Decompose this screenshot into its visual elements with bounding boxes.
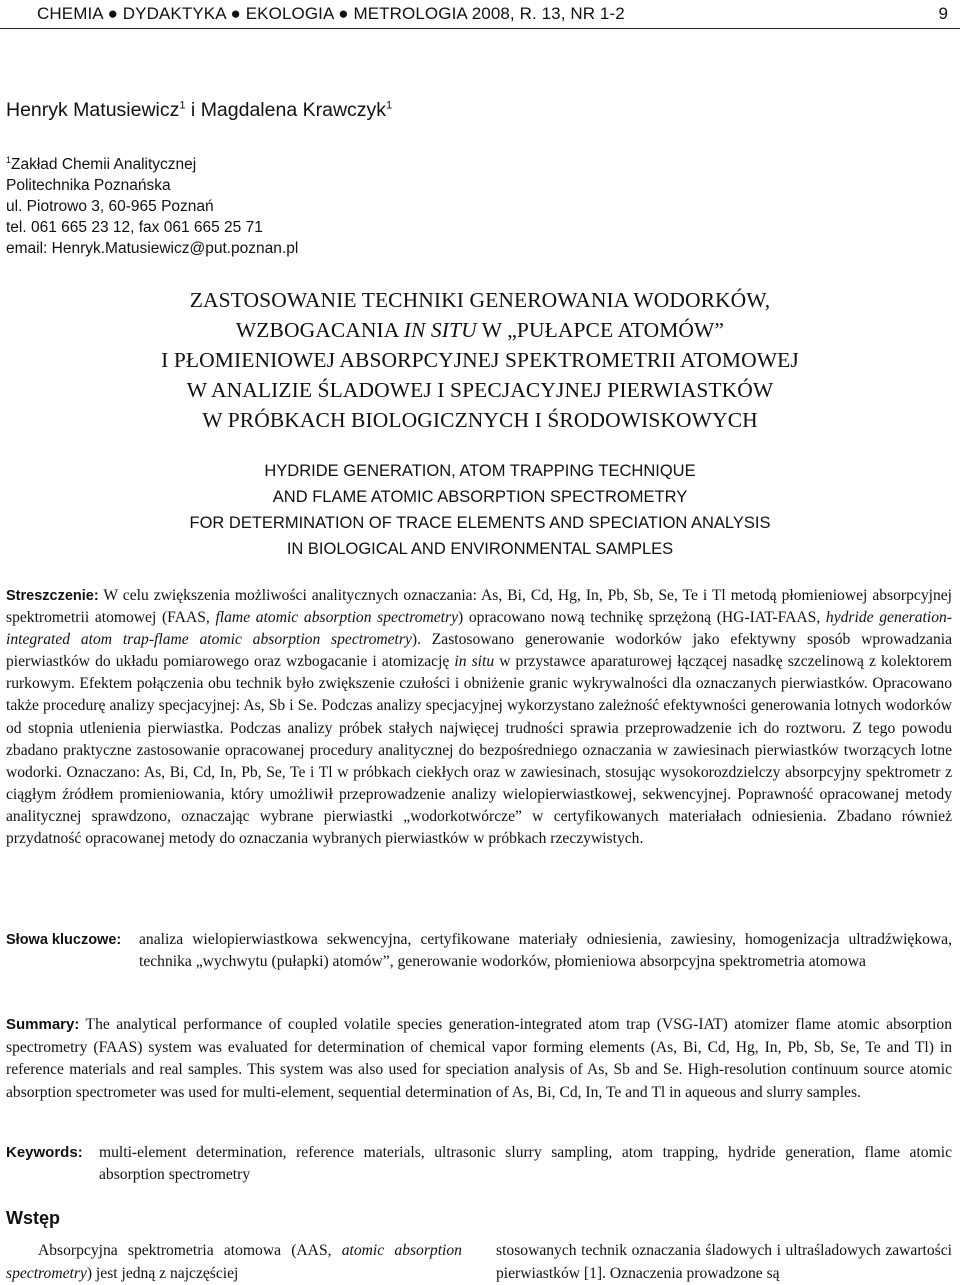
authors [6, 99, 392, 122]
title-english [0, 458, 960, 562]
keywords-text: multi-element determination, reference materials, ultrasonic slurry sampling, atom trapping, hydride generation, flame atomic absorption spectrometry [99, 1144, 952, 1184]
title-polish [0, 285, 960, 435]
affiliation-line: Zakład Chemii Analitycznej [11, 156, 197, 174]
body-column-left: Absorpcyjna spektrometria atomowa (AAS, atomic absorption spectrometry) jest jedną z najczęściej [6, 1242, 462, 1282]
affiliation-line: Politechnika Poznańska [6, 177, 171, 195]
title-italic: IN SITU [403, 318, 477, 342]
title-line: I PŁOMIENIOWEJ ABSORPCYJNEJ SPEKTROMETRII ATOMOWEJ [161, 348, 799, 372]
title-line: ZASTOSOWANIE TECHNIKI GENEROWANIA WODORKÓW, [189, 288, 771, 312]
abstract-english: Summary: The analytical performance of coupled volatile species generation-integrated atom trap (VSG-IAT) atomizer flame atomic absorption spectrometry (FAAS) system was evaluated for determination of chemical vapor forming elements (As, Bi, Cd, Hg, In, Pb, Sb, Se, Te and Tl) in reference materials and real samples. This system was also used for speciation analysis of As, Sb and Se. High-resolution continuum source atomic absorption spectrometer was used for multi-element, sequential determination of As, Bi, Cd, In, Te and Tl in aqueous and slurry samples. [6, 1016, 952, 1101]
journal-name: CHEMIA ● DYDAKTYKA ● EKOLOGIA ● METROLOGIA 2008, R. 13, NR 1-2 [37, 4, 625, 23]
title-line: HYDRIDE GENERATION, ATOM TRAPPING TECHNIQUE [264, 462, 696, 480]
title-line: W ANALIZIE ŚLADOWEJ I SPECJACYJNEJ PIERWIASTKÓW [186, 378, 774, 402]
keywords-text: analiza wielopierwiastkowa sekwencyjna, certyfikowane materiały odniesienia, zawiesiny, homogenizacja ultradźwiękowa, technika „wychwytu (pułapki) atomów”, generowanie wodorków, płomieniowa absorpcyjna spektrometria atomowa [139, 931, 952, 971]
affiliation-mark: 1 [6, 155, 12, 165]
keywords-label: Keywords: [6, 1144, 83, 1161]
author-name: Magdalena Krawczyk [200, 99, 387, 121]
keywords-polish [6, 929, 952, 999]
title-line: W PRÓBKACH BIOLOGICZNYCH I ŚRODOWISKOWYCH [202, 408, 758, 432]
title-line: FOR DETERMINATION OF TRACE ELEMENTS AND SPECIATION ANALYSIS [189, 514, 771, 532]
title-line: AND FLAME ATOMIC ABSORPTION SPECTROMETRY [272, 488, 688, 506]
title-line: WZBOGACANIA IN SITU W „PUŁAPCE ATOMÓW” [235, 318, 725, 342]
author-connector: i [185, 99, 201, 121]
summary-label: Summary: [6, 1016, 80, 1033]
affiliation [6, 150, 298, 259]
title-line: IN BIOLOGICAL AND ENVIRONMENTAL SAMPLES [286, 540, 674, 558]
author-name: Henryk Matusiewicz [6, 99, 180, 121]
author-affiliation-mark: 1 [386, 99, 393, 112]
abstract-label: Streszczenie: [6, 588, 99, 604]
section-heading: Wstęp [6, 1208, 60, 1228]
page-number: 9 [938, 4, 948, 23]
affiliation-line: tel. 061 665 23 12, fax 061 665 25 71 [6, 219, 263, 237]
affiliation-email: email: Henryk.Matusiewicz@put.poznan.pl [6, 240, 299, 258]
abstract-polish: Streszczenie: W celu zwiększenia możliwości analitycznych oznaczania: As, Bi, Cd, Hg, In, Pb, Sb, Se, Te i Tl metodą płomieniowej absorpcyjnej spektrometrii atomowej (FAAS, flame atomic absorption spectrometry) opracowano nową technikę sprzężoną (HG-IAT-FAAS, hydride generation-integrated atom trap-flame atomic absorption spectrometry). Zastosowano generowanie wodorków jako efektywny sposób wprowadzania pierwiastków do układu pomiarowego oraz wzbogacanie i atomizację in situ w przystawce aparaturowej łączącej nasadkę szczelinową z kolektorem rurkowym. Efektem połączenia obu technik było zwiększenie czułości i obniżenie granic wykrywalności dla oznaczanych pierwiastków. Opracowano także procedurę analizy specjacyjnej: As, Sb i Se. Podczas analizy specjacyjnej wykorzystano zależność efektywności generowania lotnych wodorków od stopnia utlenienia pierwiastka. Podczas analizy próbek stałych najwięcej trudności sprawia przeprowadzenie ich do roztworu. Z tego powodu zbadano praktyczne zastosowanie opracowanej procedury analitycznej do bezpośredniego oznaczania w zawiesinach pierwiastków tworzących lotne wodorki. Oznaczano: As, Bi, Cd, In, Pb, Se, Te i Tl w próbkach ciekłych oraz w zawiesinach, stosując wysokorozdzielczy absorpcyjny spektrometr z ciągłym źródłem promieniowania, który umożliwił przeprowadzenie analizy wielopierwiastkowej, sekwencyjnej. Poprawność opracowanej metody analitycznej sprawdzono, oznaczając wybrane pierwiastki „wodorkotwórcze” w certyfikowanych materiałach odniesienia. Zbadano również przydatność opracowanej metody do oznaczania wybranych pierwiastków w próbkach rzeczywistych. [6, 587, 953, 848]
keywords-english [6, 1142, 952, 1188]
author-affiliation-mark: 1 [179, 99, 186, 112]
body-column-right: stosowanych technik oznaczania śladowych i ultraśladowych zawartości pierwiastków [1]. Oznaczenia prowadzone są [496, 1242, 952, 1282]
running-header [0, 2, 960, 29]
affiliation-line: ul. Piotrowo 3, 60-965 Poznań [6, 198, 214, 216]
keywords-label: Słowa kluczowe: [6, 932, 122, 948]
